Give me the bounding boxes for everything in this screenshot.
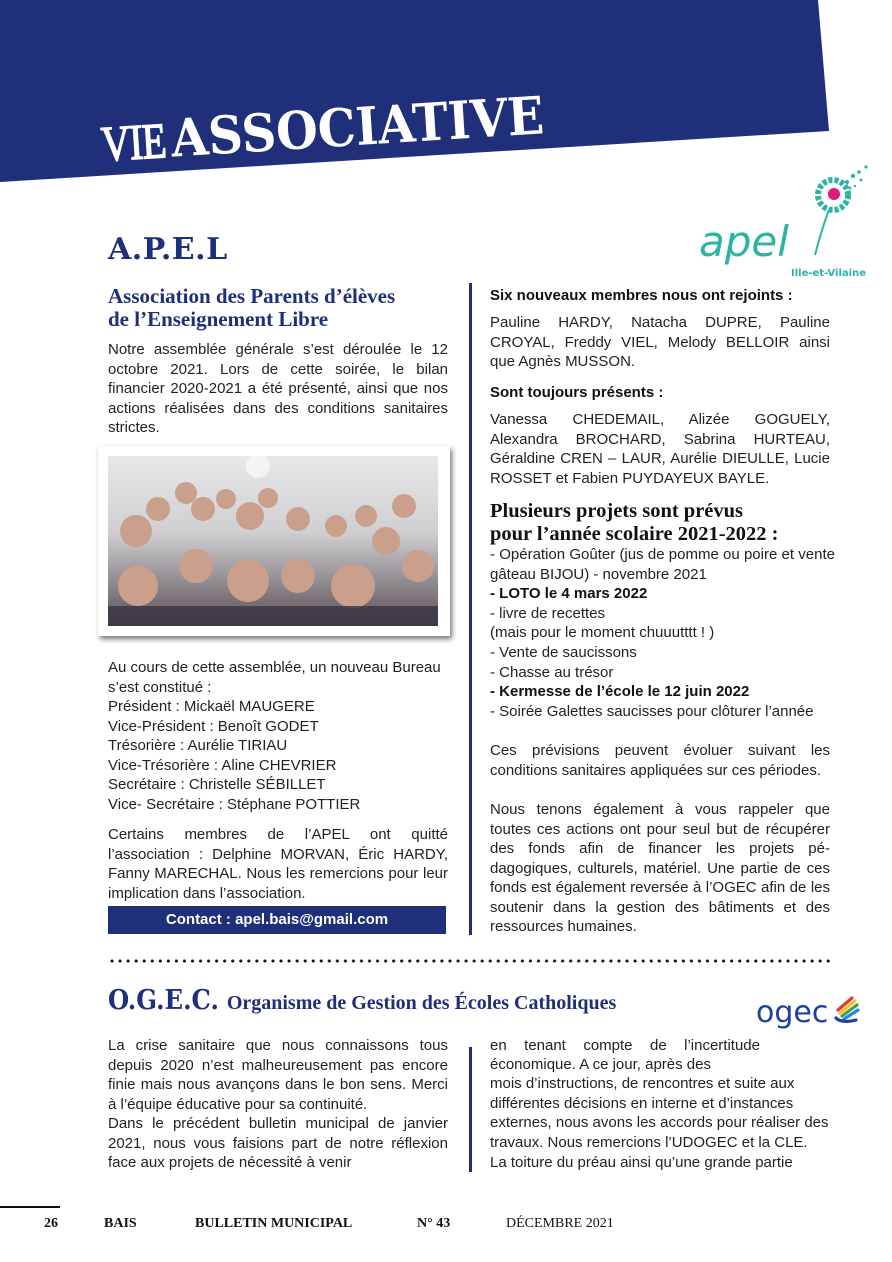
project-item: - Vente de saucissons	[490, 643, 637, 661]
apel-departures: Certains membres de l’APEL ont quitté l’association : Delphine MORVAN, Éric HARDY, Fanny MARECHAL. Nous les remercions pour leur implication dans l’association.	[108, 826, 448, 902]
project-item: - LOTO le 4 mars 2022	[490, 585, 648, 603]
ogec-heading	[108, 985, 616, 1016]
projects-list	[490, 545, 835, 721]
bureau-member: Secrétaire : Christelle SÉBILLET	[108, 776, 326, 793]
projects-heading	[490, 500, 850, 546]
ogec-right-paragraph-2: La toiture du préau ainsi qu’une grande partie	[490, 1154, 793, 1171]
project-item: - Opération Goûter (jus de pomme ou poire et vente gâteau BIJOU) - novembre 2021	[490, 546, 835, 583]
footer-town: BAIS	[104, 1216, 137, 1231]
footer-publication: BULLETIN MUNICIPAL	[195, 1216, 353, 1231]
group-photo-frame	[98, 446, 450, 636]
apel-subtitle	[108, 285, 458, 331]
closing-paragraph-2: Nous tenons également à vous rappeler que toutes ces actions ont pour seul but de récupérer des fonds afin de financer les projets pédagogiques, culturels, matériel. Une partie de ces fonds est également reversée à l’OGEC afin de les soutenir dans la gestion des bâtiments et des ressources humaines.	[490, 801, 830, 935]
ogec-right-line-2: économique. A ce jour, après des	[490, 1056, 711, 1073]
project-item: - livre de recettes	[490, 604, 606, 622]
projects-heading-line2: pour l’année scolaire 2021-2022 :	[490, 523, 779, 545]
section-title-part2: ASSOCIATIVE	[169, 85, 547, 170]
project-item: - Kermesse de l’école le 12 juin 2022	[490, 683, 750, 701]
apel-logo-text: apel	[699, 217, 789, 266]
new-members-list: Pauline HARDY, Natacha DUPRE, Pauline CROYAL, Freddy VIEL, Melody BELLOIR ainsi que Agnès MUSSON.	[490, 314, 830, 370]
column-divider	[469, 283, 472, 935]
apel-logo-region: Ille-et-Vilaine	[791, 268, 866, 279]
project-item: - Chasse au trésor	[490, 663, 614, 681]
dotted-separator	[108, 958, 832, 964]
projects-heading-line1: Plusieurs projets sont prévus	[490, 500, 744, 522]
section-title-part1: VIE	[99, 112, 168, 172]
still-present-list: Vanessa CHEDEMAIL, Alizée GOGUELY, Alexandra BROCHARD, Sabrina HURTEAU, Géraldine CREN – LAUR, Aurélie DIEULLE, Lucie ROSSET et Fabien PUYDAYEUX BAYLE.	[490, 411, 830, 487]
ogec-left-paragraph-1: La crise sanitaire que nous connaissons tous depuis 2020 n’est malheureusement pas encore finie mais nous avançons dans le bon sens. Merci à l’équipe éducative pour sa continuité.	[108, 1037, 448, 1113]
footer-issue: N° 43	[417, 1216, 451, 1231]
footer-page-number: 26	[44, 1216, 58, 1231]
apel-subtitle-line2: de l’Enseignement Libre	[108, 307, 329, 331]
apel-title: A.P.E.L	[108, 232, 228, 267]
footer-date: DÉCEMBRE 2021	[506, 1216, 614, 1231]
ogec-subtitle: Organisme de Gestion des Écoles Catholiques	[226, 992, 617, 1014]
bureau-member: Vice- Secrétaire : Stéphane POTTIER	[108, 795, 361, 813]
ogec-logo	[756, 988, 866, 1044]
bureau-member: Vice-Trésorière : Aline CHEVRIER	[108, 756, 337, 774]
bureau-intro: Au cours de cette assemblée, un nouveau Bureau s’est constitué :	[108, 659, 441, 696]
ogec-logo-text: ogec	[756, 995, 829, 1030]
bureau-member: Président : Mickaël MAUGERE	[108, 698, 315, 715]
dandelion-icon	[815, 165, 868, 255]
ogec-right-paragraph: mois d’instructions, de rencontres et suite aux différentes décisions en interne et d’instances externes, nous avons les accords pour réaliser des travaux. Nous remercions l’UDOGEC et la CLE.	[490, 1075, 829, 1151]
contact-email-box[interactable]: Contact : apel.bais@gmail.com	[108, 906, 446, 934]
footer-rule	[0, 1206, 60, 1208]
apel-logo	[695, 160, 875, 280]
apel-intro: Notre assemblée générale s’est déroulée le 12 octobre 2021. Lors de cette soirée, le bilan financier 2020-2021 a été présenté, ainsi que nos actions réalisées dans des conditions sanitaires strictes.	[108, 341, 448, 436]
project-item: - Soirée Galettes saucisses pour clôturer l’année	[490, 702, 814, 720]
rainbow-hand-icon	[836, 998, 858, 1021]
bureau-member: Trésorière : Aurélie TIRIAU	[108, 737, 288, 754]
still-present-heading: Sont toujours présents :	[490, 384, 664, 401]
apel-bureau	[108, 658, 448, 814]
ogec-column-divider	[469, 1047, 472, 1172]
group-photo	[108, 456, 438, 626]
ogec-left-paragraph-2: Dans le précédent bulletin municipal de janvier 2021, nous vous faisions part de notre réflexion face aux projets de nécessité à venir	[108, 1115, 448, 1171]
ogec-title: O.G.E.C.	[108, 985, 219, 1016]
project-item: (mais pour le moment chuuutttt ! )	[490, 624, 715, 642]
apel-subtitle-line1: Association des Parents d’élèves	[108, 284, 396, 308]
ogec-right-line-1: en tenant compte de l’incertitude	[490, 1037, 760, 1054]
closing-paragraph-1: Ces prévisions peuvent évoluer suivant les conditions sanitaires appliquées sur ces périodes.	[490, 742, 830, 779]
bureau-member: Vice-Président : Benoît GODET	[108, 717, 319, 735]
new-members-heading: Six nouveaux membres nous ont rejoints :	[490, 287, 793, 304]
